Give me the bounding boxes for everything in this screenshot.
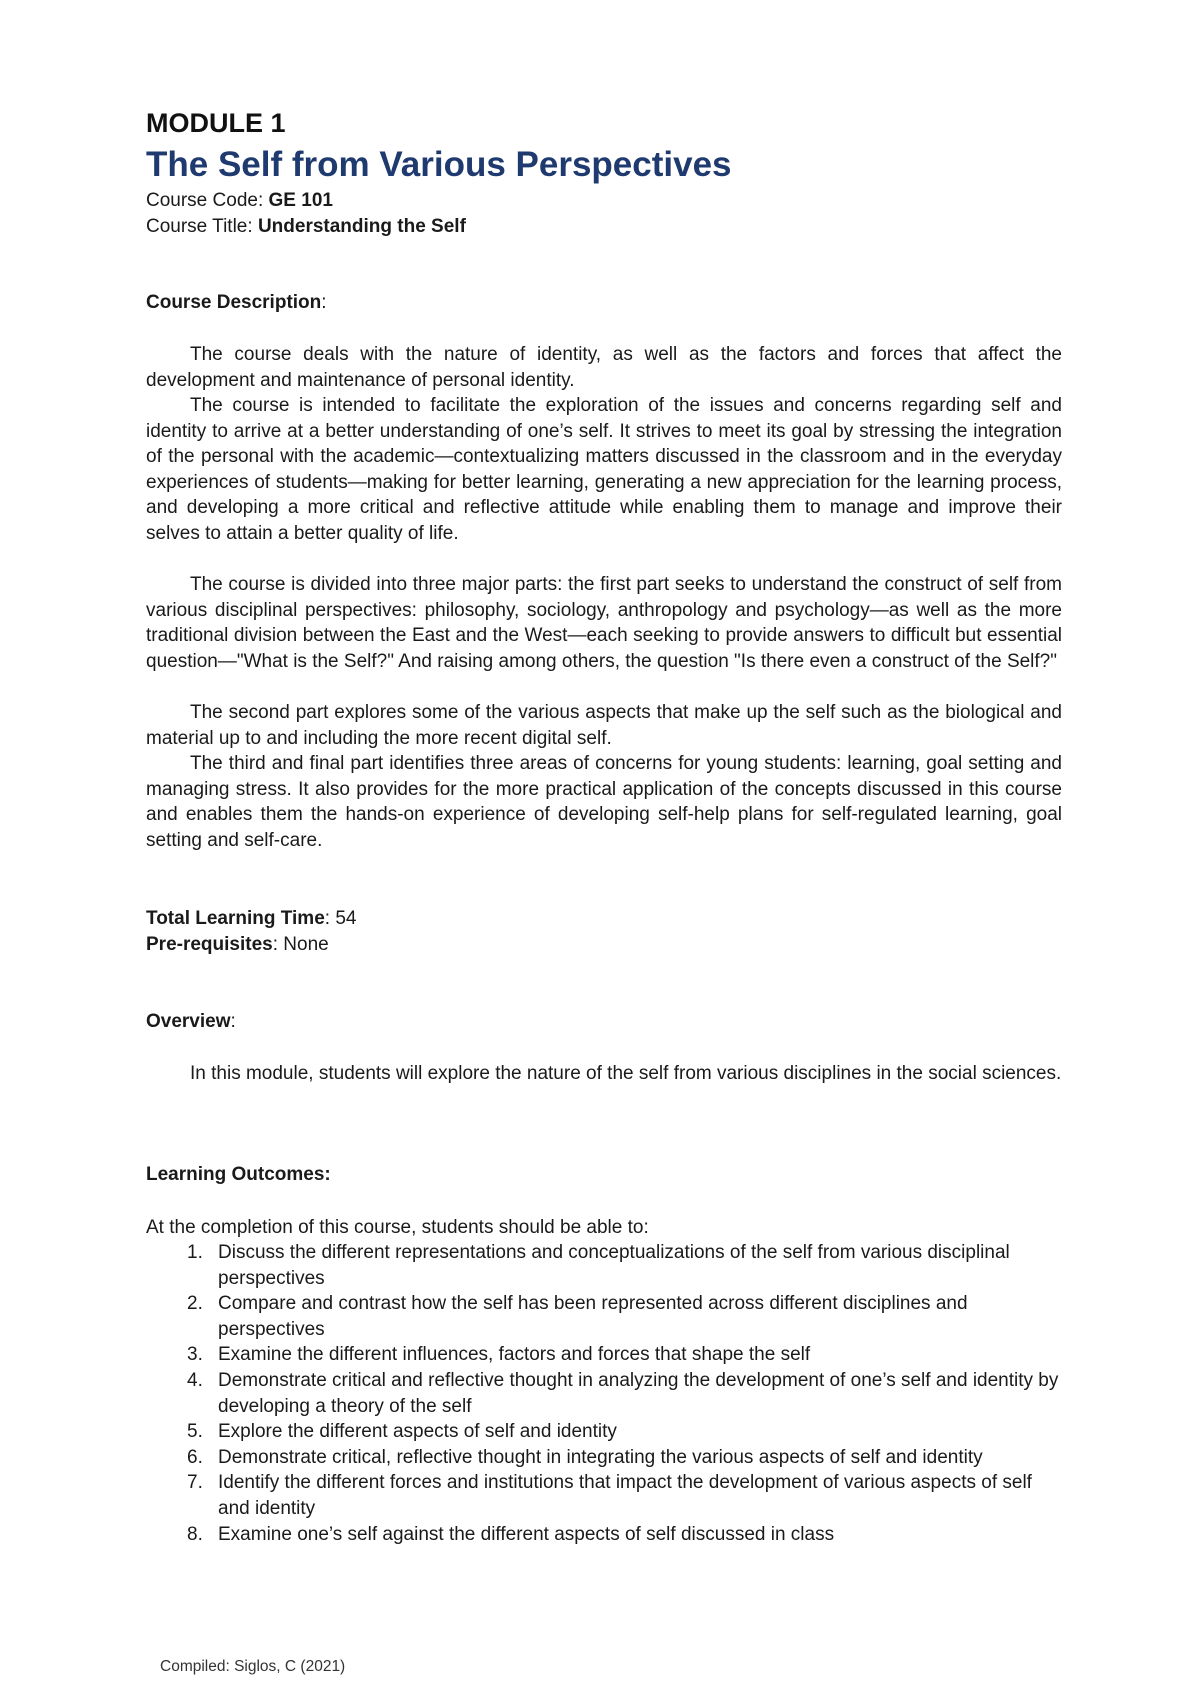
course-description-paragraph: The third and final part identifies three areas of concerns for young students: learning, goal setting and managing stress. It also provides for the more practical application of the concepts discussed in this course and enables them the hands-on experience of developing self-help plans for self-regulated learning, goal setting and self-care. <box>146 753 1062 851</box>
list-item-text: Demonstrate critical and reflective thought in analyzing the development of one’s self and identity by developing a theory of the self <box>218 1369 1059 1417</box>
list-item <box>146 1470 1062 1521</box>
prerequisites: Pre-requisites: None <box>146 934 329 955</box>
list-item-number: 5. <box>187 1421 203 1443</box>
total-learning-time-value: 54 <box>335 908 357 929</box>
learning-outcomes-heading: Learning Outcomes: <box>146 1164 331 1185</box>
course-title <box>146 214 466 240</box>
list-item-text: Demonstrate critical, reflective thought in integrating the various aspects of self and identity <box>218 1446 983 1468</box>
list-item-number: 8. <box>187 1523 203 1545</box>
course-title-value: Understanding the Self <box>257 216 466 237</box>
list-item <box>146 1522 1062 1548</box>
list-item <box>146 1240 1062 1291</box>
list-item-text: Discuss the different representations and conceptualizations of the self from various disciplinal perspectives <box>218 1242 1010 1289</box>
course-description-paragraph: The course is divided into three major parts: the first part seeks to understand the construct of self from various disciplinal perspectives: philosophy, sociology, anthropology and psychology—as well as the more traditional division between the East and the West—each seeking to provide answers to difficult but essential question—"What is the Self?" And raising among others, the question "Is there even a construct of the Self?" <box>146 574 1062 672</box>
module-title: The Self from Various Perspectives <box>146 145 732 184</box>
list-item-text: Examine the different influences, factors and forces that shape the self <box>218 1344 811 1366</box>
module-label: MODULE 1 <box>146 108 286 138</box>
course-code <box>146 188 333 214</box>
overview-heading: Overview: <box>146 1011 236 1032</box>
list-item-text: Examine one’s self against the different aspects of self discussed in class <box>218 1523 835 1545</box>
course-code-value: GE 101 <box>268 190 333 211</box>
learning-outcomes-intro: At the completion of this course, students should be able to: <box>146 1217 649 1238</box>
footer-compiled-by: Compiled: Siglos, C (2021) <box>160 1658 346 1675</box>
list-item <box>146 1368 1062 1419</box>
list-item-text: Compare and contrast how the self has been represented across different disciplines and perspectives <box>218 1293 968 1340</box>
list-item <box>146 1445 1062 1471</box>
list-item-number: 2. <box>187 1293 203 1315</box>
course-description-paragraph: The second part explores some of the various aspects that make up the self such as the biological and material up to and including the more recent digital self. <box>146 702 1062 749</box>
list-item-number: 1. <box>187 1242 203 1263</box>
list-item-text: Identify the different forces and institutions that impact the development of various aspects of self and identity <box>218 1472 1032 1519</box>
list-item <box>146 1291 1062 1342</box>
overview-text: In this module, students will explore the nature of the self from various disciplines in the social sciences. <box>190 1063 1062 1084</box>
learning-outcomes-list <box>146 1240 1062 1547</box>
course-title-label: Course Title: <box>146 216 258 237</box>
list-item-number: 4. <box>187 1369 203 1391</box>
course-description-heading: Course Description: <box>146 292 327 313</box>
list-item-number: 6. <box>187 1446 203 1468</box>
total-learning-time-label: Total Learning Time <box>146 908 325 929</box>
list-item <box>146 1342 1062 1368</box>
list-item-number: 7. <box>187 1472 203 1494</box>
prerequisites-value: None <box>283 934 329 955</box>
list-item-number: 3. <box>187 1344 203 1366</box>
list-item-text: Explore the different aspects of self and identity <box>218 1421 617 1443</box>
list-item <box>146 1419 1062 1445</box>
course-code-label: Course Code: <box>146 190 269 211</box>
course-description-paragraph: The course deals with the nature of identity, as well as the factors and forces that affect the development and maintenance of personal identity. <box>146 344 1062 391</box>
prerequisites-label: Pre-requisites <box>146 934 273 955</box>
course-description-paragraph: The course is intended to facilitate the exploration of the issues and concerns regarding self and identity to arrive at a better understanding of one’s self. It strives to meet its goal by stressing the integration of the personal with the academic—contextualizing matters discussed in the classroom and in the everyday experiences of students—making for better learning, generating a new appreciation for the learning process, and developing a more critical and reflective attitude while enabling them to manage and improve their selves to attain a better quality of life. <box>146 395 1062 544</box>
total-learning-time: Total Learning Time: 54 <box>146 908 357 929</box>
